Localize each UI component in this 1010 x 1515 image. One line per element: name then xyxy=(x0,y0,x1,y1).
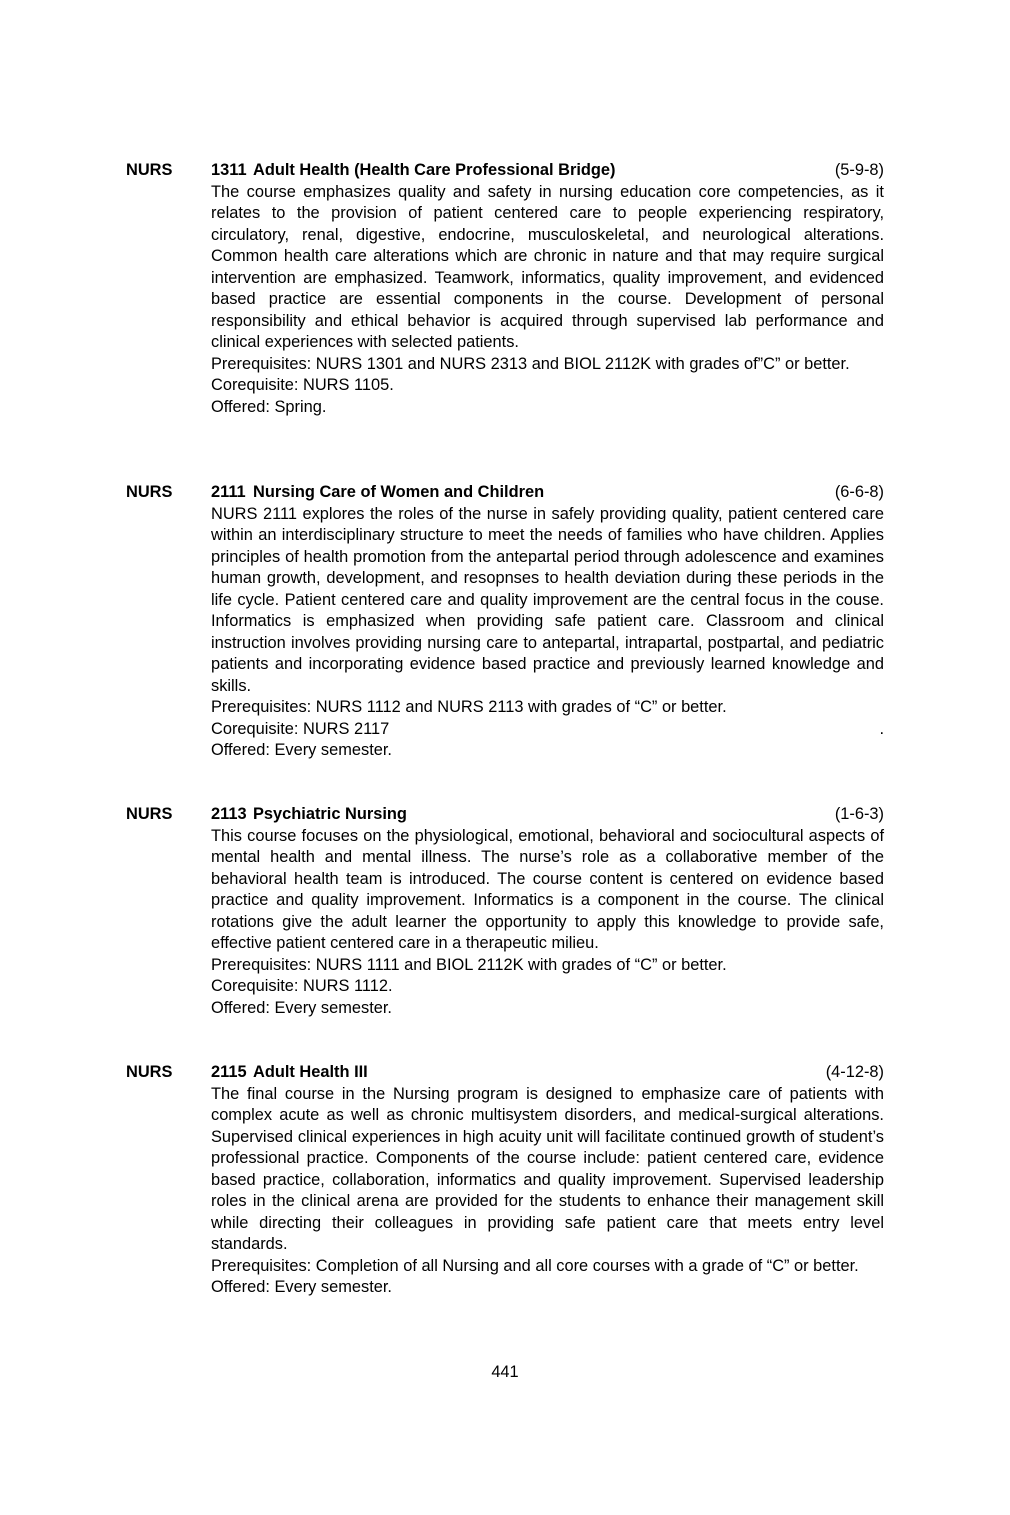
corequisite-trailing-period: . xyxy=(879,719,884,738)
course-entry-nurs-2111 xyxy=(126,482,884,762)
course-number: 1311 xyxy=(211,161,247,179)
course-dept: NURS xyxy=(126,161,173,179)
course-prerequisites: Prerequisites: NURS 1112 and NURS 2113 with grades of “C” or better. xyxy=(211,698,727,716)
course-entry-nurs-2113 xyxy=(126,804,884,1019)
course-prerequisites: Prerequisites: Completion of all Nursing and all core courses with a grade of “C” or better. xyxy=(211,1256,859,1275)
course-prerequisites: Prerequisites: NURS 1301 and NURS 2313 and BIOL 2112K with grades of”C” or better. xyxy=(211,354,850,373)
course-offered: Offered: Every semester. xyxy=(211,998,392,1017)
course-offered: Offered: Every semester. xyxy=(211,741,392,759)
course-title: Nursing Care of Women and Children xyxy=(253,483,545,501)
course-offered: Offered: Spring. xyxy=(211,397,327,416)
course-number: 2113 xyxy=(211,805,247,823)
course-body xyxy=(211,1084,884,1299)
course-entry-nurs-1311 xyxy=(126,160,884,418)
course-description: The course emphasizes quality and safety in nursing education core competencies, as it relates to the provision of patient centered care to people experiencing respiratory, circulatory, renal, digestive, endocrine, musculoskeletal, and neurological alterations. Common health care alterations which are chronic in nature and that may require surgical intervention are emphasized. Teamwork, informatics, quality improvement, and evidenced based practice are essential components in the course. Development of personal responsibility and ethical behavior is acquired through supervised lab performance and clinical experiences with selected patients. xyxy=(211,182,884,351)
course-number: 2111 xyxy=(211,483,246,501)
course-corequisite: Corequisite: NURS 1112. xyxy=(211,977,393,995)
course-corequisite: Corequisite: NURS 1105. xyxy=(211,376,394,394)
course-heading xyxy=(126,482,884,504)
course-dept: NURS xyxy=(126,1063,173,1081)
course-dept: NURS xyxy=(126,483,173,501)
course-credits: (6-6-8) xyxy=(834,483,884,501)
course-credits: (4-12-8) xyxy=(825,1063,884,1081)
course-body xyxy=(211,182,884,419)
course-prerequisites: Prerequisites: NURS 1111 and BIOL 2112K with grades of “C” or better. xyxy=(211,955,727,974)
course-title: Adult Health III xyxy=(253,1063,368,1081)
course-offered: Offered: Every semester. xyxy=(211,1278,392,1296)
course-corequisite-row xyxy=(211,719,884,741)
course-heading xyxy=(126,804,884,826)
course-title: Psychiatric Nursing xyxy=(253,805,407,823)
course-description: NURS 2111 explores the roles of the nurse in safely providing quality, patient centered care within an interdisciplinary structure to meet the needs of families who have children. Applies principles of health promotion from the antepartal period through adolescence and examines human growth, development, and resopnses to health deviation during these periods in the life cycle. Patient centered care and quality improvement are the central focus in the couse. Informatics is emphasized when providing safe patient care. Classroom and clinical instruction involves providing nursing care to antepartal, intrapartal, postpartal, and pediatric patients and incorporating evidence based practice and previously learned knowledge and skills. xyxy=(211,504,884,695)
course-body xyxy=(211,504,884,762)
course-description: The final course in the Nursing program is designed to emphasize care of patients with complex acute as well as chronic multisystem disorders, and medical-surgical alterations. Supervised clinical experiences in high acuity unit will facilitate continued growth of student’s professional practice. Components of the course include: patient centered care, evidence based practice, collaboration, informatics and quality improvement. Supervised leadership roles in the clinical arena are provided for the students to enhance their management skill while directing their colleagues in providing safe patient care that meets entry level standards. xyxy=(211,1084,884,1253)
course-dept: NURS xyxy=(126,805,173,823)
course-heading xyxy=(126,1062,884,1084)
course-description: This course focuses on the physiological, emotional, behavioral and sociocultural aspects of mental health and mental illness. The nurse’s role as a collaborative member of the behavioral health team is introduced. The course content is centered on evidence based practice and quality improvement. Informatics is a component in the course. The clinical rotations give the adult learner the opportunity to apply this knowledge to provide safe, effective patient centered care in a therapeutic milieu. xyxy=(211,826,884,952)
course-corequisite: Corequisite: NURS 2117 xyxy=(211,719,390,738)
course-heading xyxy=(126,160,884,182)
course-entry-nurs-2115 xyxy=(126,1062,884,1299)
course-credits: (5-9-8) xyxy=(834,161,884,179)
course-title: Adult Health (Health Care Professional Bridge) xyxy=(253,161,616,179)
course-credits: (1-6-3) xyxy=(834,805,884,823)
page-number: 441 xyxy=(491,1363,519,1381)
course-body xyxy=(211,826,884,1020)
course-number: 2115 xyxy=(211,1063,247,1081)
